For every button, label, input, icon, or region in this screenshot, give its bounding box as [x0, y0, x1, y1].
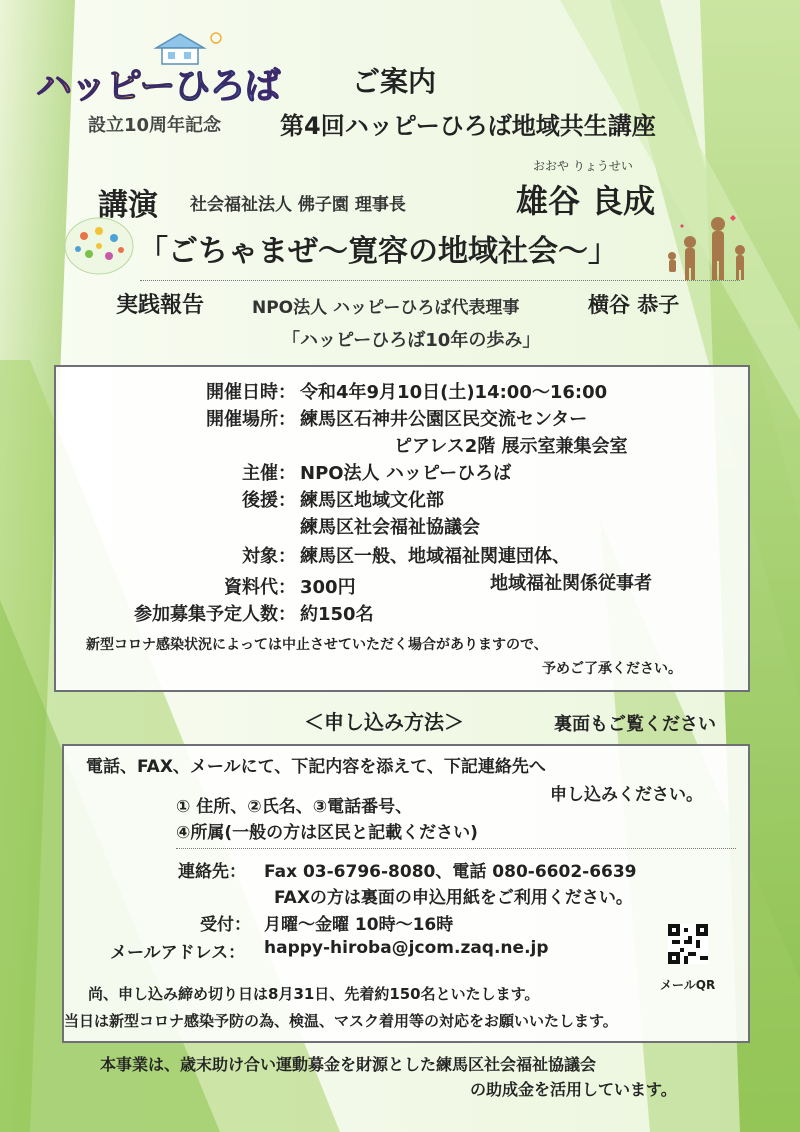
place-value-2: ピアレス2階 展示室兼集会室	[394, 436, 628, 457]
target-label: 対象：	[242, 546, 296, 567]
contact-note: FAXの方は裏面の申込用紙をご利用ください。	[274, 888, 633, 908]
support-label: 後援：	[242, 490, 296, 511]
contact-label: 連絡先：	[178, 862, 246, 882]
apply-line-1: 電話、FAX、メールにて、下記内容を添えて、下記連絡先へ	[86, 757, 546, 777]
capacity-label: 参加募集予定人数：	[134, 604, 296, 625]
logo-text: ハッピーひろば	[36, 66, 280, 107]
support-value-2: 練馬区社会福祉協議会	[300, 517, 480, 538]
report-org: NPO法人 ハッピーひろば代表理事	[252, 298, 520, 318]
host-label: 主催：	[242, 463, 296, 484]
family-illustration	[660, 212, 752, 284]
hours-value: 月曜～金曜 10時～16時	[264, 915, 454, 935]
see-back-note: 裏面もご覧ください	[554, 714, 716, 735]
host-value: NPO法人 ハッピーひろば	[300, 463, 512, 484]
qr-label: メールQR	[660, 978, 716, 992]
capacity-value: 約150名	[300, 604, 374, 625]
date-value: 令和4年9月10日(土)14:00～16:00	[300, 382, 608, 403]
footer-line-2: の助成金を活用しています。	[470, 1080, 677, 1099]
apply-line-2: ① 住所、②氏名、③電話番号、	[176, 797, 413, 817]
report-speaker: 横谷 恭子	[588, 293, 680, 317]
lecture-speaker: 雄谷 良成	[516, 182, 656, 220]
divider-2	[176, 848, 736, 849]
apply-heading: ＜申し込み方法＞	[304, 710, 464, 734]
cancel-note-1: 新型コロナ感染状況によっては中止させていただく場合がありますので、	[86, 637, 548, 653]
email-value[interactable]: happy-hiroba@jcom.zaq.ne.jp	[264, 938, 549, 958]
divider-1	[140, 280, 740, 281]
report-label: 実践報告	[116, 293, 205, 318]
deadline-note: 尚、申し込み締め切り日は8月31日、先着約150名といたします。	[88, 985, 540, 1003]
community-illustration	[64, 216, 134, 276]
contact-value: Fax 03-6796-8080、電話 080-6602-6639	[264, 862, 637, 882]
subtitle-prefix: 設立10周年記念	[88, 115, 222, 136]
target-value-2: 地域福祉関係従事者	[490, 573, 652, 594]
email-label: メールアドレス：	[110, 943, 246, 963]
fee-value: 300円	[300, 577, 356, 598]
support-value-1: 練馬区地域文化部	[300, 490, 444, 511]
lecture-label: 講演	[98, 188, 158, 223]
cancel-note-2: 予めご了承ください。	[542, 661, 682, 677]
lecture-title: 「ごちゃまぜ～寛容の地域社会～」	[138, 234, 618, 269]
place-value-1: 練馬区石神井公園区民交流センター	[300, 409, 588, 430]
apply-line-3: ④所属(一般の方は区民と記載ください)	[176, 823, 478, 843]
lecture-org: 社会福祉法人 佛子園 理事長	[190, 195, 406, 215]
report-title: 「ハッピーひろば10年の歩み」	[282, 330, 541, 351]
subtitle-main: 第4回ハッピーひろば地域共生講座	[280, 112, 656, 140]
footer-line-1: 本事業は、歳末助け合い運動募金を財源とした練馬区社会福祉協議会	[100, 1055, 597, 1074]
target-value-1: 練馬区一般、地域福祉関連団体、	[300, 546, 570, 567]
place-label: 開催場所：	[206, 409, 296, 430]
fee-label: 資料代：	[224, 577, 296, 598]
covid-note: 当日は新型コロナ感染予防の為、検温、マスク着用等の対応をお願いいたします。	[64, 1012, 618, 1030]
speaker-ruby: おおや りょうせい	[533, 159, 633, 173]
apply-line-1b: 申し込みください。	[550, 785, 703, 805]
hours-label: 受付：	[200, 915, 251, 935]
qr-code-icon[interactable]	[668, 924, 708, 964]
page-title: ご案内	[352, 65, 437, 98]
logo	[36, 30, 280, 107]
date-label: 開催日時：	[206, 382, 296, 403]
